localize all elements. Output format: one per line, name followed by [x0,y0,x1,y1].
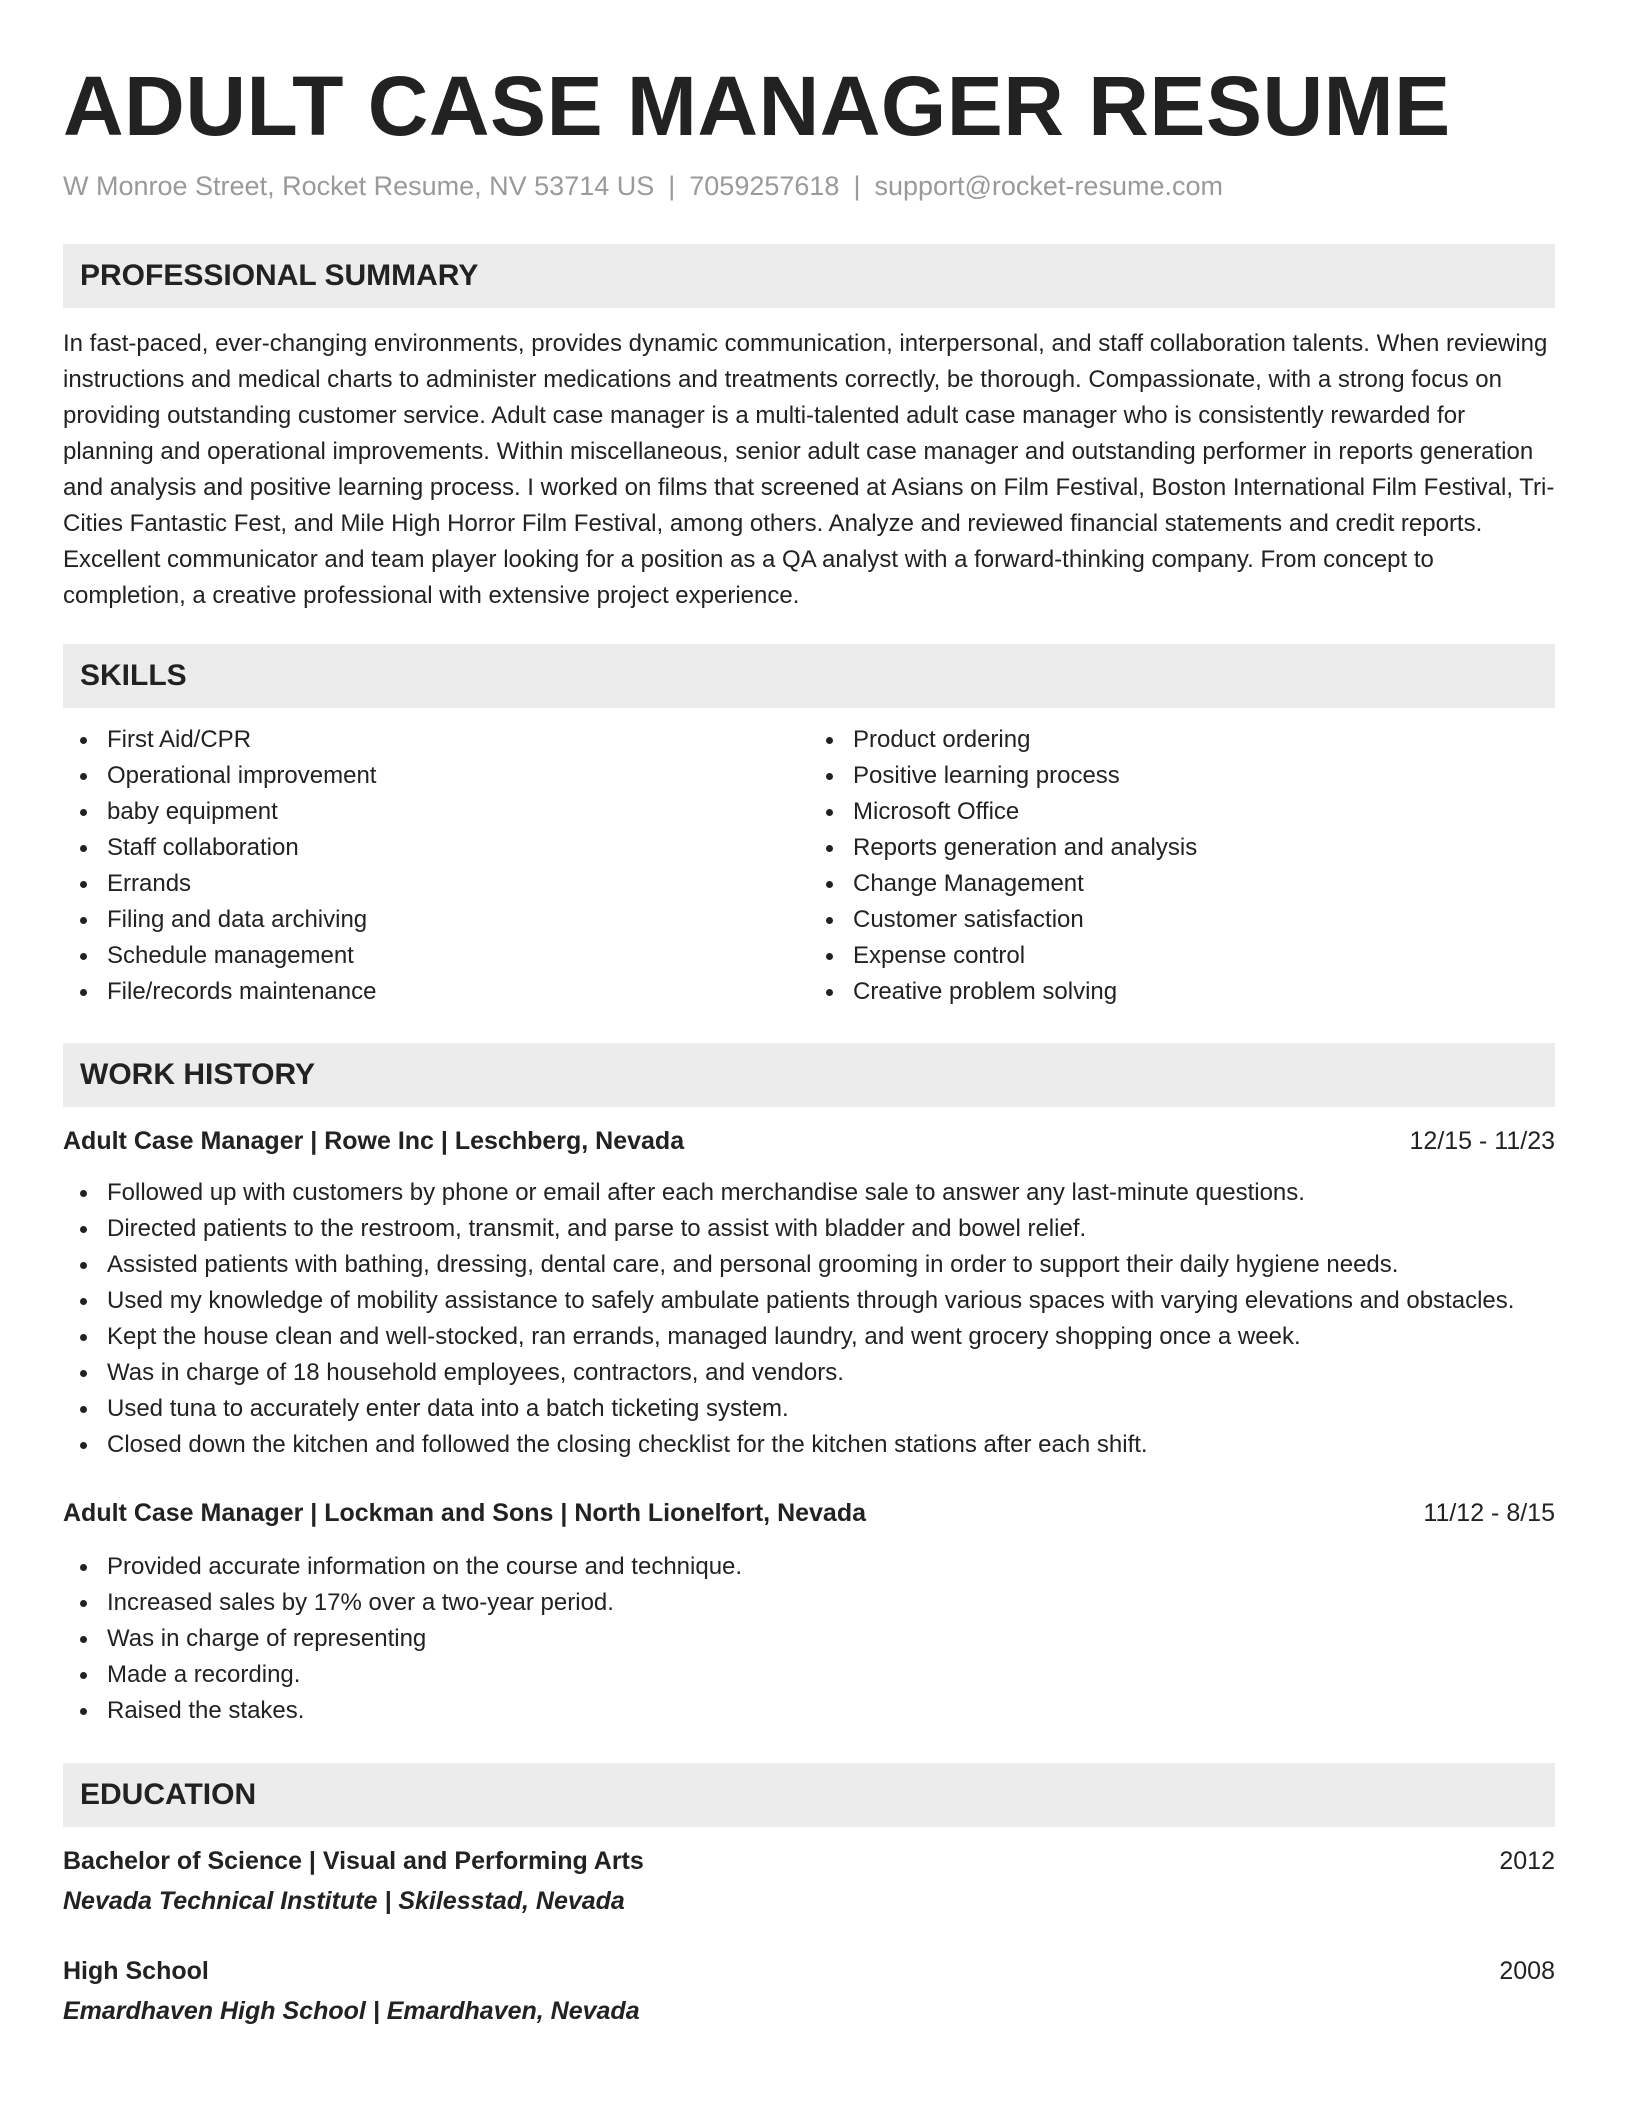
skill-item: Customer satisfaction [809,902,1555,938]
job-title: Adult Case Manager | Rowe Inc | Leschberg, Nevada [63,1127,685,1155]
contact-separator: | [853,171,861,201]
skill-item: baby equipment [63,794,809,830]
skill-item: Staff collaboration [63,830,809,866]
job-duty: Was in charge of 18 household employees, contractors, and vendors. [63,1355,1555,1391]
skill-item: Positive learning process [809,758,1555,794]
work-history-heading: WORK HISTORY [63,1043,1555,1107]
job-duty: Used my knowledge of mobility assistance to safely ambulate patients through various spaces with varying elevations and obstacles. [63,1283,1555,1319]
summary-text: In fast-paced, ever-changing environments, provides dynamic communication, interpersonal, and staff collaboration talents. When reviewing instructions and medical charts to administer medications and treatments correctly, be thorough. Compassionate, with a strong focus on providing outstanding customer service. Adult case manager is a multi-talented adult case manager who is consistently rewarded for planning and operational improvements. Within miscellaneous, senior adult case manager and outstanding performer in reports generation and analysis and positive learning process. I worked on films that screened at Asians on Film Festival, Boston International Film Festival, Tri-Cities Fantastic Fest, and Mile High Horror Film Festival, among others. Analyze and reviewed financial statements and credit reports. Excellent communicator and team player looking for a position as a QA analyst with a forward-thinking company. From concept to completion, a creative professional with extensive project experience. [63,330,1555,609]
summary-heading: PROFESSIONAL SUMMARY [63,244,1555,308]
job-duty: Followed up with customers by phone or email after each merchandise sale to answer any last-minute questions. [63,1175,1555,1211]
contact-address: W Monroe Street, Rocket Resume, NV 53714 US [63,171,655,201]
skill-item: Errands [63,866,809,902]
skill-item: Reports generation and analysis [809,830,1555,866]
skill-item: Filing and data archiving [63,902,809,938]
job-entry [63,1123,1555,1463]
contact-phone: 7059257618 [689,171,840,201]
skill-item: First Aid/CPR [63,722,809,758]
job-title: Adult Case Manager | Lockman and Sons | North Lionelfort, Nevada [63,1499,867,1527]
job-duty: Assisted patients with bathing, dressing, dental care, and personal grooming in order to support their daily hygiene needs. [63,1247,1555,1283]
education-header [63,1953,1555,1989]
education-year: 2012 [1499,1847,1555,1875]
contact-separator: | [668,171,676,201]
job-dates: 12/15 - 11/23 [1409,1127,1555,1155]
education-school: Nevada Technical Institute | Skilesstad, Nevada [63,1887,625,1915]
resume-page [63,0,1555,2029]
contact-email: support@rocket-resume.com [874,171,1223,201]
job-duties [63,1175,1555,1463]
job-header [63,1123,1555,1159]
education-entry [63,1953,1555,2029]
resume-title: ADULT CASE MANAGER RESUME [63,59,1451,153]
contact-line [63,168,1555,204]
education-degree: High School [63,1957,209,1985]
job-duty: Kept the house clean and well-stocked, ran errands, managed laundry, and went grocery shopping once a week. [63,1319,1555,1355]
job-duties [63,1549,1555,1729]
skill-item: Schedule management [63,938,809,974]
skill-item: Operational improvement [63,758,809,794]
job-duty: Made a recording. [63,1657,1555,1693]
job-duty: Increased sales by 17% over a two-year period. [63,1585,1555,1621]
job-duty: Raised the stakes. [63,1693,1555,1729]
skill-item: File/records maintenance [63,974,809,1010]
job-header [63,1495,1555,1531]
skill-item: Change Management [809,866,1555,902]
education-header [63,1843,1555,1879]
education-degree: Bachelor of Science | Visual and Performing Arts [63,1847,644,1875]
job-dates: 11/12 - 8/15 [1423,1499,1555,1527]
job-duty: Provided accurate information on the course and technique. [63,1549,1555,1585]
job-duty: Closed down the kitchen and followed the closing checklist for the kitchen stations after each shift. [63,1427,1555,1463]
education-entry [63,1843,1555,1919]
education-school: Emardhaven High School | Emardhaven, Nevada [63,1997,640,2025]
job-duty: Directed patients to the restroom, transmit, and parse to assist with bladder and bowel relief. [63,1211,1555,1247]
skill-item: Creative problem solving [809,974,1555,1010]
skills-column-left [63,722,809,1010]
skill-item: Expense control [809,938,1555,974]
skill-item: Product ordering [809,722,1555,758]
skill-item: Microsoft Office [809,794,1555,830]
skills-heading: SKILLS [63,644,1555,708]
education-year: 2008 [1499,1957,1555,1985]
job-entry [63,1495,1555,1729]
job-duty: Was in charge of representing [63,1621,1555,1657]
education-heading: EDUCATION [63,1763,1555,1827]
job-duty: Used tuna to accurately enter data into a batch ticketing system. [63,1391,1555,1427]
skills-list [63,722,1555,1010]
skills-column-right [809,722,1555,1010]
